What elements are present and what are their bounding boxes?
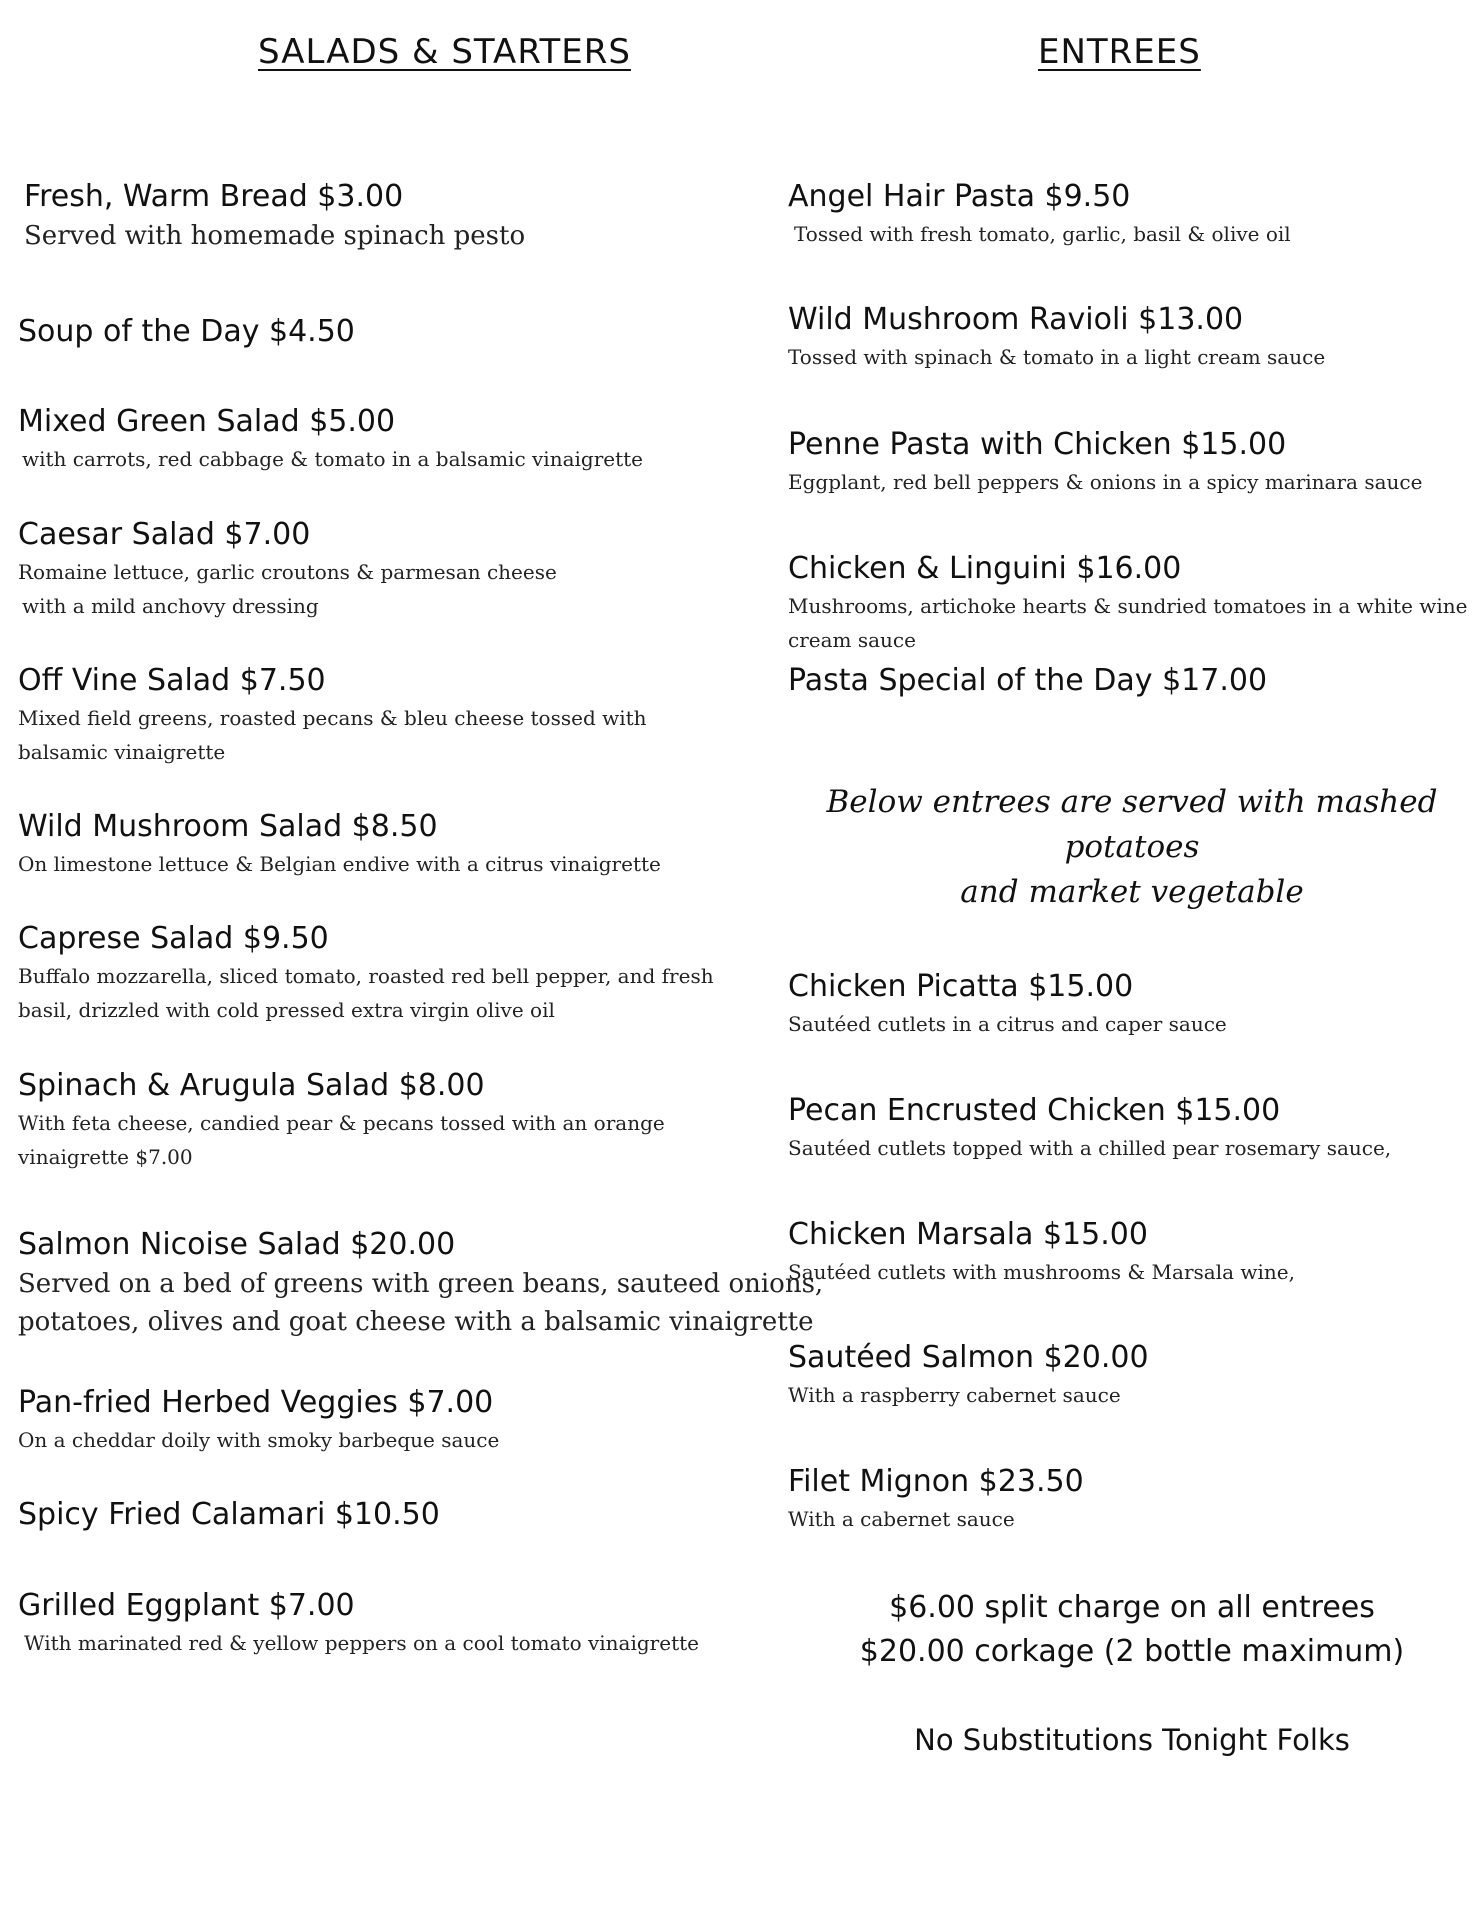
item-name: Fresh, Warm Bread $3.00 [24,179,404,214]
item-name: Pasta Special of the Day $17.00 [788,663,1268,698]
item-name: Off Vine Salad $7.50 [18,663,326,698]
item-description: Tossed with fresh tomato, garlic, basil & olive oil [794,222,1291,246]
item-description: Sautéed cutlets in a citrus and caper sauce [788,1012,1227,1036]
item-name: Mixed Green Salad $5.00 [18,404,396,439]
item-name: Penne Pasta with Chicken $15.00 [788,427,1287,462]
menu-item [18,515,557,623]
item-name: Angel Hair Pasta $9.50 [788,179,1131,214]
note-line: potatoes [1064,829,1200,865]
item-name: Chicken Picatta $15.00 [788,969,1134,1004]
item-description: Mushrooms, artichoke hearts & sundried tomatoes in a white wine [788,594,1468,618]
item-name: Spicy Fried Calamari $10.50 [18,1497,440,1532]
item-name: Wild Mushroom Ravioli $13.00 [788,302,1244,337]
menu-item [18,1383,499,1457]
item-description: Sautéed cutlets with mushrooms & Marsala wine, [788,1260,1295,1284]
item-description: with a mild anchovy dressing [22,594,319,618]
menu-item [18,402,643,476]
item-description: Sautéed cutlets topped with a chilled pear rosemary sauce, [788,1136,1392,1160]
item-description: With a cabernet sauce [788,1507,1015,1531]
menu-item [788,300,1325,374]
menu-item [788,1338,1149,1412]
served-with-note [822,780,1442,915]
item-name: Salmon Nicoise Salad $20.00 [18,1227,456,1262]
item-description: On limestone lettuce & Belgian endive with a citrus vinaigrette [18,852,661,876]
split-charge: $6.00 split charge on all entrees [889,1590,1375,1625]
item-description: Eggplant, red bell peppers & onions in a spicy marinara sauce [788,470,1423,494]
item-name: Spinach & Arugula Salad $8.00 [18,1068,485,1103]
starters-heading: SALADS & STARTERS [258,32,631,72]
item-description: Served with homemade spinach pesto [24,221,526,251]
item-description: Mixed field greens, roasted pecans & bleu cheese tossed with [18,706,647,730]
menu-item [18,1495,440,1535]
menu-item [18,661,647,769]
menu-item [788,1462,1084,1536]
item-description: With marinated red & yellow peppers on a cool tomato vinaigrette [24,1631,699,1655]
item-name: Pan-fried Herbed Veggies $7.00 [18,1385,494,1420]
item-description: On a cheddar doily with smoky barbeque sauce [18,1428,500,1452]
no-substitutions-note: No Substitutions Tonight Folks [914,1723,1350,1757]
menu-item [788,1215,1295,1289]
item-description: Buffalo mozzarella, sliced tomato, roasted red bell pepper, and fresh [18,964,714,988]
item-description: vinaigrette $7.00 [18,1145,193,1169]
item-name: Caprese Salad $9.50 [18,921,329,956]
menu-item [18,1586,699,1660]
item-description: With feta cheese, candied pear & pecans tossed with an orange [18,1111,665,1135]
menu-item [788,661,1267,701]
item-name: Wild Mushroom Salad $8.50 [18,809,438,844]
menu-item [18,919,714,1027]
menu-item [24,177,525,255]
item-description: with carrots, red cabbage & tomato in a balsamic vinaigrette [22,447,644,471]
item-name: Sautéed Salmon $20.00 [788,1340,1149,1375]
menu-item [18,312,355,352]
note-line: Below entrees are served with mashed [826,784,1438,820]
note-line: and market vegetable [960,874,1304,910]
charges-note [822,1586,1442,1674]
item-name: Chicken & Linguini $16.00 [788,551,1182,586]
item-name: Soup of the Day $4.50 [18,314,355,349]
menu-item [788,1091,1391,1165]
item-description: Romaine lettuce, garlic croutons & parmesan cheese [18,560,557,584]
item-description: cream sauce [788,628,916,652]
item-description: potatoes, olives and goat cheese with a balsamic vinaigrette [18,1307,814,1337]
item-name: Grilled Eggplant $7.00 [18,1588,355,1623]
menu-item [18,1066,665,1174]
item-name: Pecan Encrusted Chicken $15.00 [788,1093,1281,1128]
menu-item [788,549,1468,657]
item-description: Served on a bed of greens with green beans, sauteed onions, [18,1269,824,1299]
menu-item [18,807,661,881]
entrees-heading: ENTREES [1038,32,1201,72]
menu-item [788,425,1422,499]
menu-item [788,967,1227,1041]
menu-item [788,177,1291,251]
item-description: balsamic vinaigrette [18,740,226,764]
item-description: Tossed with spinach & tomato in a light cream sauce [788,345,1326,369]
corkage-charge: $20.00 corkage (2 bottle maximum) [859,1634,1405,1669]
item-description: With a raspberry cabernet sauce [788,1383,1121,1407]
item-name: Filet Mignon $23.50 [788,1464,1084,1499]
item-name: Caesar Salad $7.00 [18,517,311,552]
item-name: Chicken Marsala $15.00 [788,1217,1148,1252]
item-description: basil, drizzled with cold pressed extra virgin olive oil [18,998,555,1022]
menu-item [18,1225,823,1341]
